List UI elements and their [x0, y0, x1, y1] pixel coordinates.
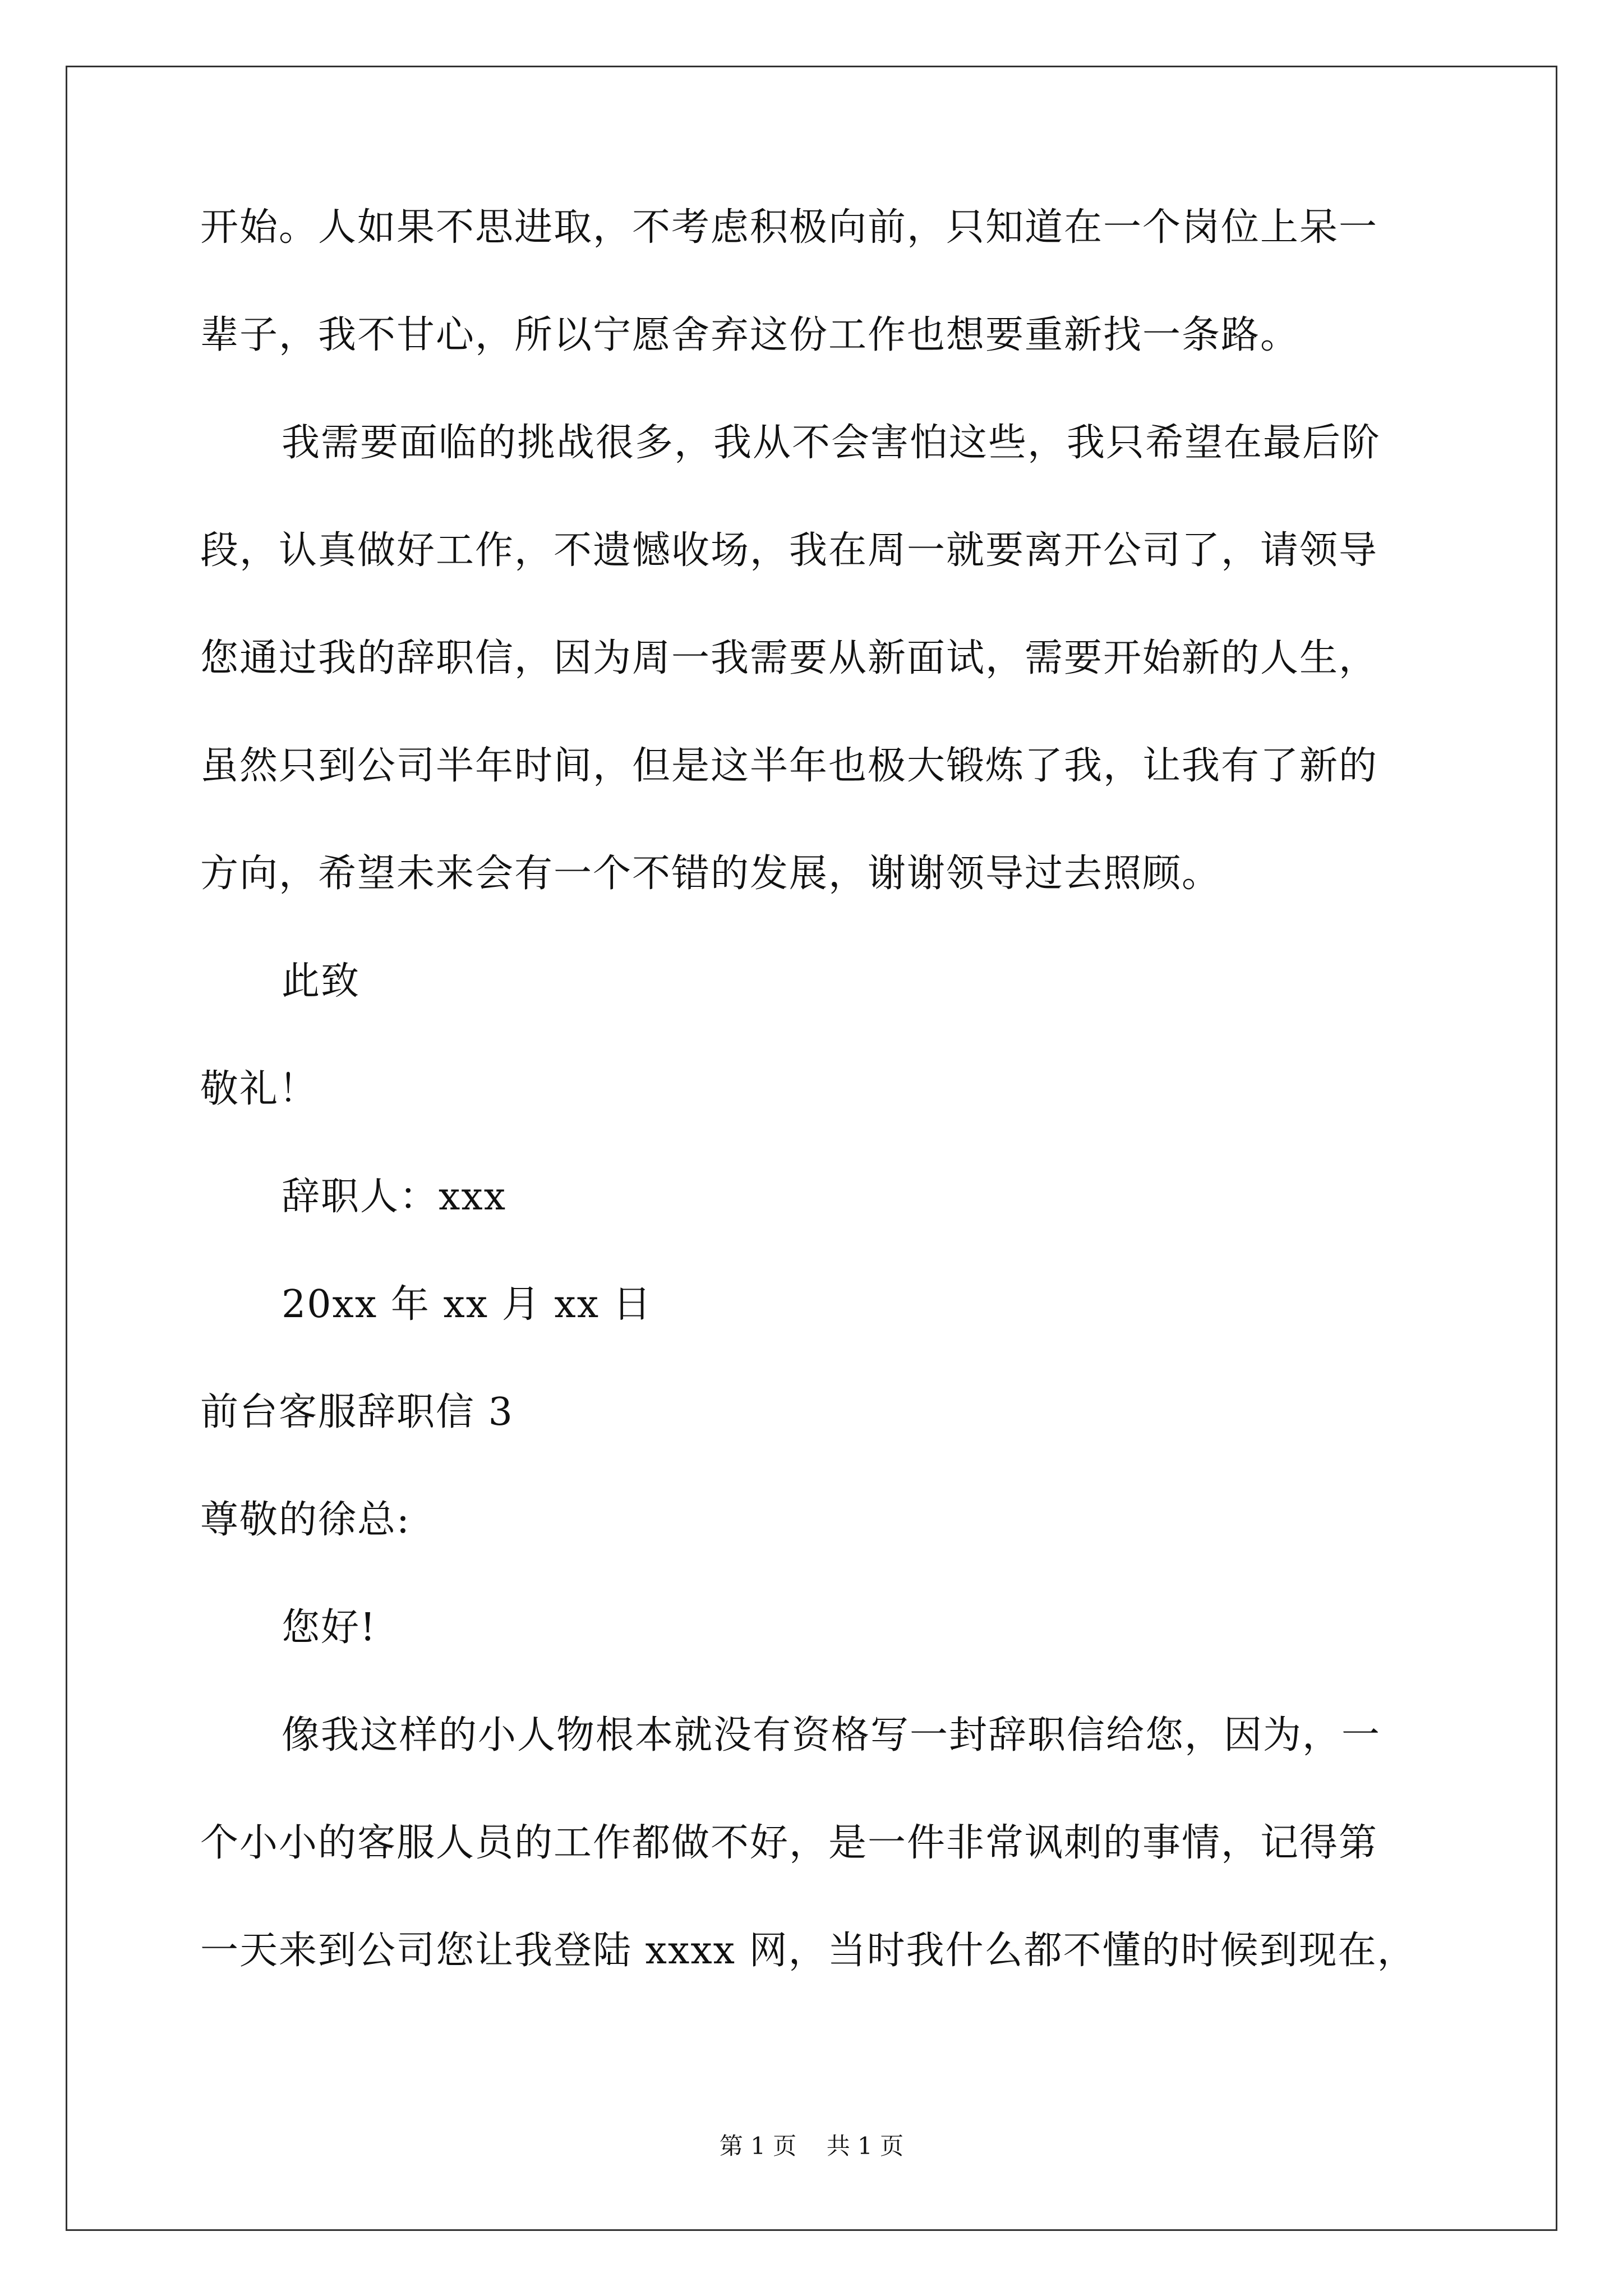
- text-line: 虽然只到公司半年时间，但是这半年也极大锻炼了我，让我有了新的: [200, 744, 1378, 788]
- text-line: 个小小的客服人员的工作都做不好，是一件非常讽刺的事情，记得第: [200, 1821, 1378, 1865]
- text-line: 我需要面临的挑战很多，我从不会害怕这些，我只希望在最后阶: [282, 421, 1381, 465]
- text-line: 辈子，我不甘心，所以宁愿舍弃这份工作也想要重新找一条路。: [200, 313, 1300, 357]
- greeting-recipient: 尊敬的徐总:: [200, 1498, 411, 1542]
- text-line: 段，认真做好工作，不遗憾收场，我在周一就要离开公司了，请领导: [200, 528, 1378, 573]
- text-line: 方向，希望未来会有一个不错的发展，谢谢领导过去照顾。: [200, 852, 1221, 896]
- page-border: [66, 66, 1557, 2231]
- page-footer: 第 1 页 共 1 页: [719, 2132, 904, 2160]
- closing-regards: 敬礼！: [200, 1067, 319, 1111]
- text-line: 开始。人如果不思进取，不考虑积极向前，只知道在一个岗位上呆一: [200, 205, 1378, 250]
- text-line: 一天来到公司您让我登陆 xxxx 网，当时我什么都不懂的时候到现在，: [200, 1929, 1417, 1973]
- text-line: 您通过我的辞职信，因为周一我需要从新面试，需要开始新的人生，: [200, 636, 1378, 680]
- signature-line: 辞职人：xxx: [282, 1175, 507, 1219]
- text-line: 像我这样的小人物根本就没有资格写一封辞职信给您，因为，一: [282, 1713, 1381, 1757]
- closing-salutation: 此致: [282, 959, 361, 1004]
- section-title: 前台客服辞职信 3: [200, 1390, 514, 1434]
- date-line: 20xx 年 xx 月 xx 日: [282, 1282, 652, 1327]
- greeting: 您好!: [282, 1605, 377, 1650]
